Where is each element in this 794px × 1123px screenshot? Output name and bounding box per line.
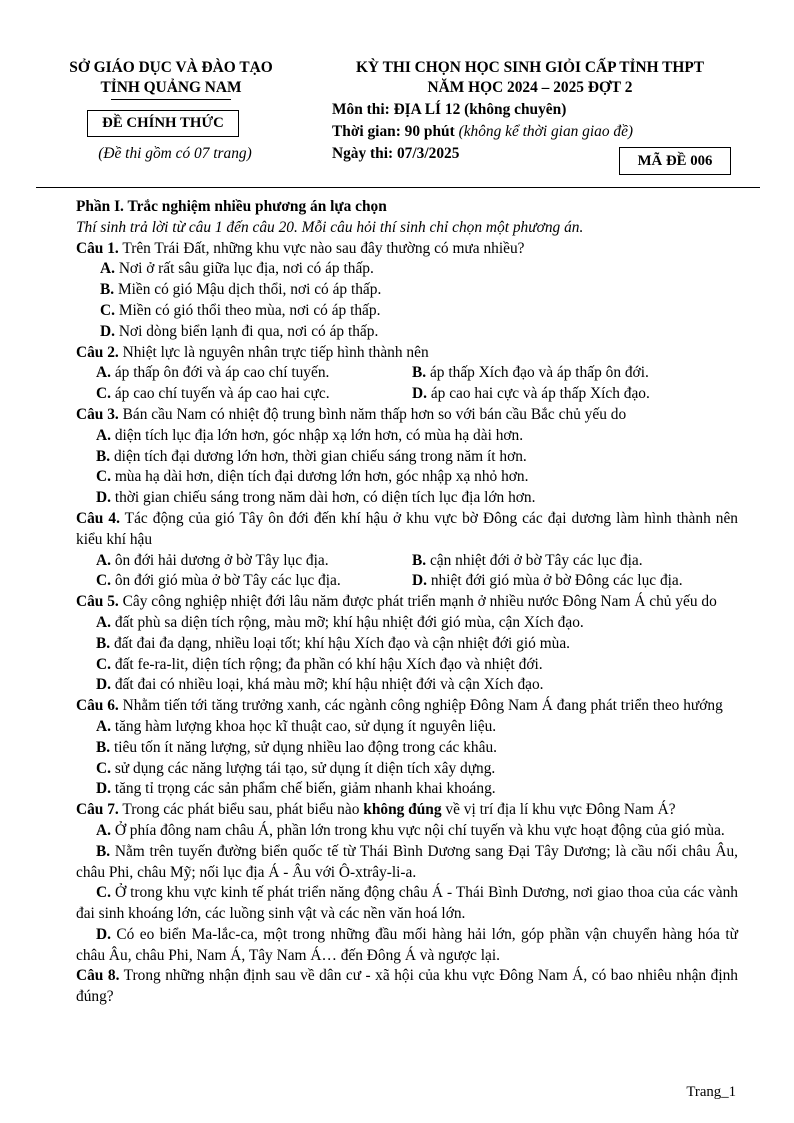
header-right: [320, 58, 740, 98]
province-name: TỈNH QUẢNG NAM: [100, 79, 242, 96]
option-text: đất fe-ra-lit, diện tích rộng; đa phần có khí hậu Xích đạo và nhiệt đới.: [110, 655, 543, 673]
question-8: [76, 966, 738, 1008]
option-c: [96, 384, 412, 405]
option-label: A.: [96, 426, 111, 444]
option-label: D.: [96, 489, 111, 507]
pages-note: (Đề thi gồm có 07 trang): [98, 145, 252, 162]
question-2: [76, 343, 738, 364]
exam-subject: Môn thi: ĐỊA LÍ 12 (không chuyên): [332, 101, 567, 118]
question-text: Trong những nhận định sau về dân cư - xã hội của khu vực Đông Nam Á, có bao nhiêu nhận định đúng?: [76, 967, 738, 1006]
option-text: Ở phía đông nam châu Á, phần lớn trong khu vực nội chí tuyến và khu vực hoạt động của gió mùa.: [110, 821, 725, 839]
option-text: Nằm trên tuyến đường biển quốc tế từ Thái Bình Dương sang Đại Tây Dương; là cầu nối châu Âu, châu Phi, châu Mỹ; nối lục địa Á - Âu với Ô-xtrây-li-a.: [76, 842, 738, 881]
option-a: [76, 821, 738, 842]
option-label: C.: [96, 759, 111, 777]
option-text: áp cao chí tuyến và áp cao hai cực.: [110, 385, 330, 403]
option-label: C.: [96, 468, 111, 486]
option-label: A.: [96, 364, 111, 382]
question-text-end: về vị trí địa lí khu vực Đông Nam Á?: [441, 801, 676, 819]
question-text: Nhằm tiến tới tăng trưởng xanh, các ngành công nghiệp Đông Nam Á đang phát triển theo hướng: [118, 697, 723, 715]
question-text: Trên Trái Đất, những khu vực nào sau đây thường có mưa nhiều?: [118, 239, 525, 257]
option-text: diện tích lục địa lớn hơn, góc nhập xạ lớn hơn, có mùa hạ dài hơn.: [110, 426, 524, 444]
option-d: [76, 779, 738, 800]
option-text: nhiệt đới gió mùa ở bờ Đông các lục địa.: [426, 572, 683, 590]
option-label: C.: [96, 385, 111, 403]
option-text: áp thấp Xích đạo và áp thấp ôn đới.: [426, 364, 649, 382]
option-text: ôn đới gió mùa ở bờ Tây các lục địa.: [110, 572, 341, 590]
option-text: Ở trong khu vực kinh tế phát triển năng động châu Á - Thái Bình Dương, nơi giao thoa của các vành đai sinh khoáng lớn, các luồng sinh vật và các nền văn hoá lớn.: [76, 884, 738, 923]
question-number: Câu 8.: [76, 967, 120, 985]
option-c: [76, 759, 738, 780]
option-row: [76, 571, 738, 592]
exam-date: Ngày thi: 07/3/2025: [332, 145, 460, 162]
header-left: [40, 58, 302, 100]
exam-code-badge: MÃ ĐỀ 006: [619, 147, 731, 175]
option-c: [76, 467, 738, 488]
page-number: Trang_1: [686, 1084, 736, 1100]
question-4: [76, 509, 738, 551]
option-c: [76, 301, 738, 322]
option-text: đất đai có nhiều loại, khá màu mỡ; khí hậu nhiệt đới và cận Xích đạo.: [110, 676, 544, 694]
school-year: NĂM HỌC 2024 – 2025 ĐỢT 2: [427, 79, 633, 96]
question-number: Câu 5.: [76, 593, 119, 611]
question-text: Trong các phát biểu sau, phát biểu nào: [118, 801, 364, 819]
official-badge: ĐỀ CHÍNH THỨC: [87, 110, 239, 137]
question-text: Bán cầu Nam có nhiệt độ trung bình năm thấp hơn so với bán cầu Bắc chủ yếu do: [118, 405, 627, 423]
option-text: cận nhiệt đới ở bờ Tây các lục địa.: [426, 551, 643, 569]
option-label: A.: [96, 717, 111, 735]
divider: [111, 99, 231, 100]
part-title: Phần I. Trắc nghiệm nhiều phương án lựa chọn: [76, 198, 387, 215]
option-text: sử dụng các năng lượng tái tạo, sử dụng ít diện tích xây dựng.: [110, 759, 496, 777]
option-label: B.: [412, 551, 427, 569]
question-text: Nhiệt lực là nguyên nhân trực tiếp hình thành nên: [118, 343, 429, 361]
question-number: Câu 3.: [76, 405, 119, 423]
option-label: A.: [96, 821, 111, 839]
option-a: [96, 551, 412, 572]
question-1: [76, 239, 738, 260]
option-label: D.: [96, 676, 111, 694]
option-a: [76, 426, 738, 447]
option-b: [412, 363, 649, 384]
option-text: Miền có gió Mậu dịch thổi, nơi có áp thấp.: [114, 281, 382, 299]
option-c: [96, 571, 412, 592]
option-label: D.: [412, 572, 427, 590]
option-label: D.: [412, 385, 427, 403]
option-d: [412, 384, 650, 405]
option-text: diện tích đại dương lớn hơn, thời gian chiếu sáng trong năm ít hơn.: [110, 447, 527, 465]
option-label: D.: [96, 780, 111, 798]
option-a: [76, 259, 738, 280]
option-text: ôn đới hải dương ở bờ Tây lục địa.: [110, 551, 329, 569]
question-text: Tác động của gió Tây ôn đới đến khí hậu ở khu vực bờ Đông các đại dương làm hình thành nên kiểu khí hậu: [76, 509, 739, 548]
option-b: [412, 551, 643, 572]
option-d: [76, 488, 738, 509]
option-d: [76, 322, 738, 343]
option-label: C.: [96, 884, 111, 902]
option-d: [412, 571, 683, 592]
option-a: [76, 717, 738, 738]
option-label: C.: [100, 301, 115, 319]
question-6: [76, 696, 738, 717]
question-number: Câu 4.: [76, 509, 120, 527]
option-a: [76, 613, 738, 634]
header-divider: [36, 187, 760, 188]
option-label: B.: [96, 447, 111, 465]
option-label: D.: [96, 925, 111, 943]
question-5: [76, 592, 738, 613]
option-text: thời gian chiếu sáng trong năm dài hơn, có diện tích lục địa lớn hơn.: [110, 489, 536, 507]
option-label: C.: [96, 655, 111, 673]
option-c: [76, 655, 738, 676]
option-a: [96, 363, 412, 384]
option-b: [76, 280, 738, 301]
option-b: [76, 842, 738, 884]
option-c: [76, 883, 738, 925]
option-row: [76, 551, 738, 572]
question-number: Câu 1.: [76, 239, 119, 257]
option-text: mùa hạ dài hơn, diện tích đại dương lớn hơn, góc nhập xạ nhỏ hơn.: [110, 468, 529, 486]
option-text: Có eo biển Ma-lắc-ca, một trong những đầu mối hàng hải lớn, góp phần vận chuyển hàng hóa từ châu Âu, châu Phi, Nam Á, Tây Nam Á… đến Đông Á và ngược lại.: [76, 925, 738, 964]
option-label: B.: [96, 634, 111, 652]
option-text: tiêu tốn ít năng lượng, sử dụng nhiều lao động trong các khâu.: [110, 738, 497, 756]
exam-title: KỲ THI CHỌN HỌC SINH GIỎI CẤP TỈNH THPT: [355, 59, 705, 76]
option-text: áp cao hai cực và áp thấp Xích đạo.: [426, 385, 650, 403]
question-emphasis: không đúng: [363, 801, 442, 819]
exam-time: [332, 122, 633, 142]
department-name: SỞ GIÁO DỤC VÀ ĐÀO TẠO: [69, 59, 273, 76]
option-d: [76, 925, 738, 967]
option-text: tăng hàm lượng khoa học kĩ thuật cao, sử dụng ít nguyên liệu.: [110, 717, 497, 735]
option-text: đất phù sa diện tích rộng, màu mỡ; khí hậu nhiệt đới gió mùa, cận Xích đạo.: [110, 613, 584, 631]
option-label: B.: [100, 281, 115, 299]
option-text: tăng tỉ trọng các sản phẩm chế biến, giảm nhanh khai khoáng.: [110, 780, 496, 798]
option-text: áp thấp ôn đới và áp cao chí tuyến.: [110, 364, 330, 382]
option-label: B.: [96, 738, 111, 756]
option-row: [76, 363, 738, 384]
option-label: A.: [100, 260, 115, 278]
question-number: Câu 7.: [76, 801, 119, 819]
exam-time-note: (không kể thời gian giao đề): [458, 123, 634, 140]
question-number: Câu 6.: [76, 697, 119, 715]
option-text: Nơi dòng biển lạnh đi qua, nơi có áp thấp.: [114, 322, 379, 340]
question-text: Cây công nghiệp nhiệt đới lâu năm được phát triển mạnh ở nhiều nước Đông Nam Á chủ yếu do: [118, 593, 717, 611]
option-label: B.: [412, 364, 427, 382]
exam-time-label: Thời gian: 90 phút: [332, 123, 459, 140]
option-text: Miền có gió thổi theo mùa, nơi có áp thấp.: [114, 301, 381, 319]
question-number: Câu 2.: [76, 343, 119, 361]
option-b: [76, 447, 738, 468]
question-3: [76, 405, 738, 426]
question-7: [76, 800, 738, 821]
option-b: [76, 634, 738, 655]
option-d: [76, 675, 738, 696]
option-label: A.: [96, 613, 111, 631]
option-b: [76, 738, 738, 759]
exam-body: [76, 197, 738, 1008]
option-row: [76, 384, 738, 405]
option-label: C.: [96, 572, 111, 590]
option-text: đất đai đa dạng, nhiều loại tốt; khí hậu Xích đạo và cận nhiệt đới gió mùa.: [110, 634, 571, 652]
option-text: Nơi ở rất sâu giữa lục địa, nơi có áp thấp.: [114, 260, 374, 278]
part-instruction: Thí sinh trả lời từ câu 1 đến câu 20. Mỗi câu hỏi thí sinh chỉ chọn một phương án.: [76, 218, 584, 236]
option-label: B.: [96, 842, 111, 860]
option-label: D.: [100, 322, 115, 340]
option-label: A.: [96, 551, 111, 569]
